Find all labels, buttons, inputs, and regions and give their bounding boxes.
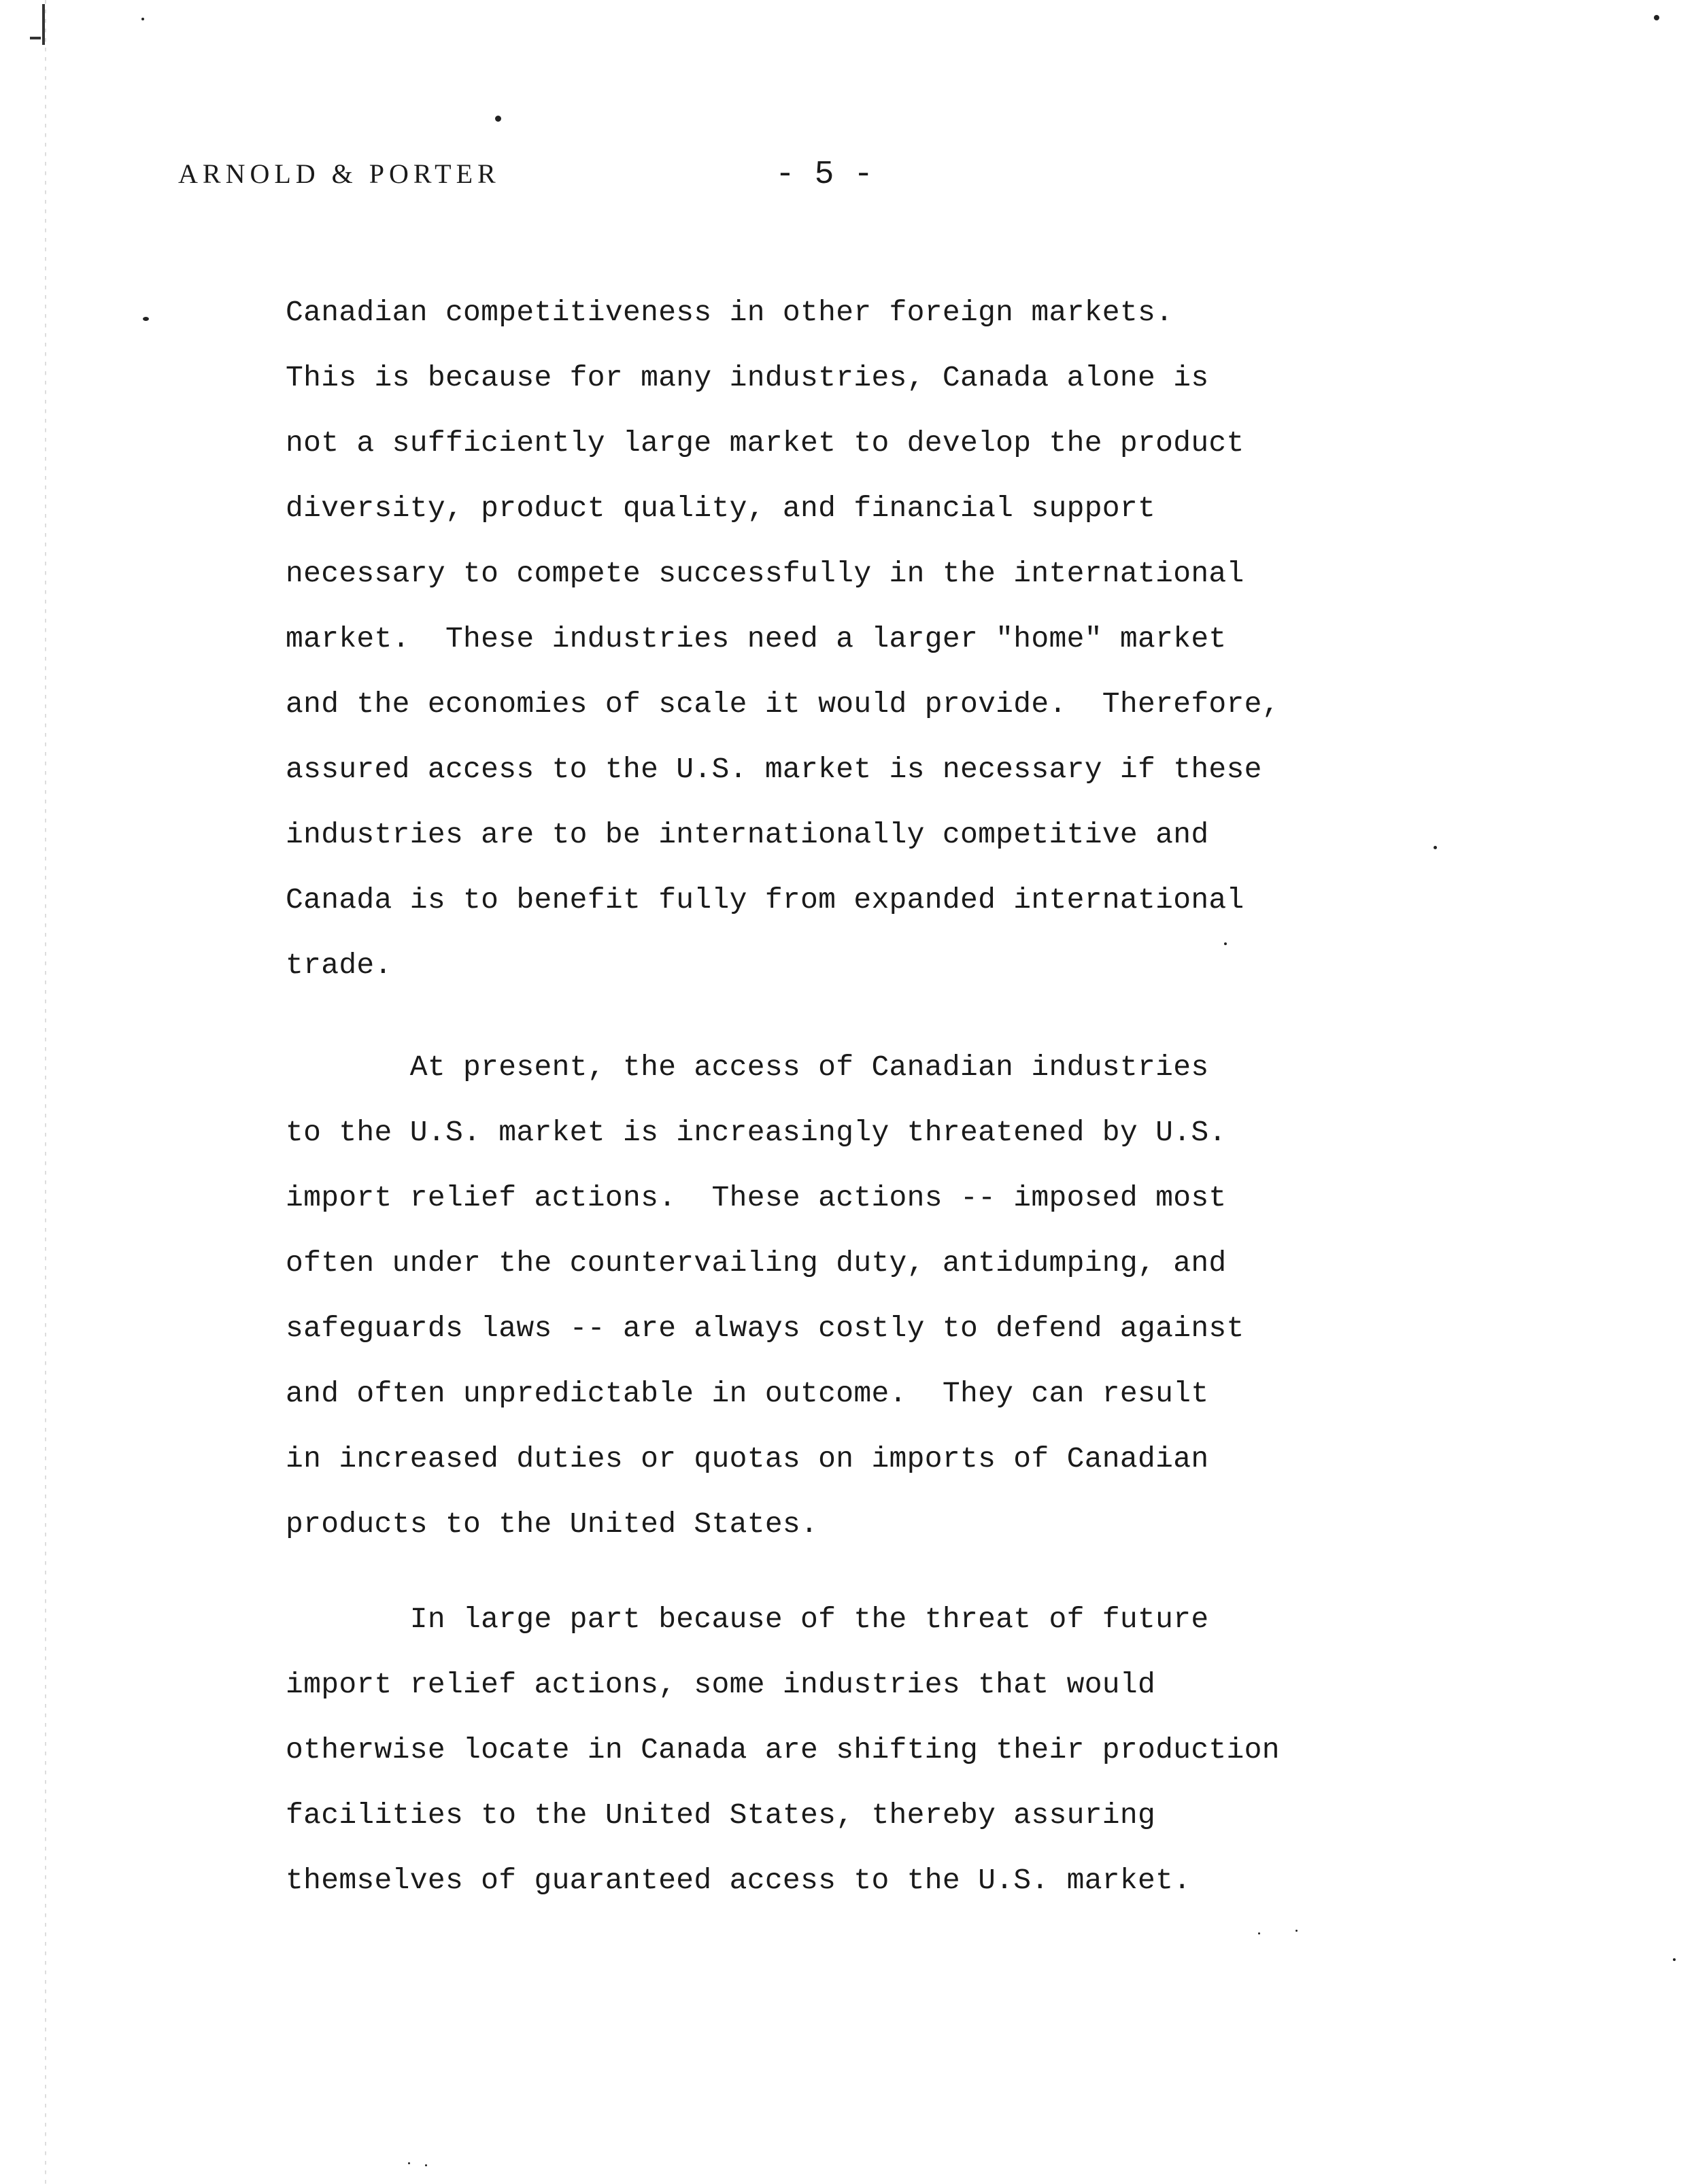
scan-edge-dots bbox=[45, 0, 46, 2184]
scan-speck bbox=[1224, 942, 1227, 945]
text-line: diversity, product quality, and financial support bbox=[286, 492, 1156, 525]
paragraph-3 bbox=[286, 1587, 1442, 1913]
text-line: industries are to be internationally competitive and bbox=[286, 818, 1209, 851]
text-line: market. These industries need a larger "home" market bbox=[286, 622, 1227, 655]
scan-speck bbox=[1295, 1930, 1298, 1932]
paragraph-2 bbox=[286, 1035, 1442, 1557]
scan-speck bbox=[408, 2162, 410, 2164]
scan-speck bbox=[141, 18, 144, 20]
text-line: facilities to the United States, thereby assuring bbox=[286, 1798, 1156, 1832]
text-line: safeguards laws -- are always costly to defend against bbox=[286, 1312, 1244, 1345]
scan-speck bbox=[143, 317, 149, 321]
text-line: not a sufficiently large market to develop the product bbox=[286, 426, 1244, 460]
text-line: otherwise locate in Canada are shifting their production bbox=[286, 1733, 1280, 1767]
text-line: necessary to compete successfully in the international bbox=[286, 557, 1244, 590]
scan-speck bbox=[1258, 1932, 1260, 1934]
text-line: products to the United States. bbox=[286, 1507, 819, 1541]
text-line: Canadian competitiveness in other foreign markets. bbox=[286, 296, 1174, 329]
text-line: often under the countervailing duty, antidumping, and bbox=[286, 1246, 1227, 1280]
text-line: import relief actions, some industries that would bbox=[286, 1668, 1156, 1701]
text-line: import relief actions. These actions -- imposed most bbox=[286, 1181, 1227, 1214]
scan-edge-mark bbox=[42, 4, 45, 45]
paragraph-1 bbox=[286, 280, 1442, 998]
scan-speck bbox=[425, 2164, 427, 2166]
scan-speck bbox=[1654, 15, 1659, 20]
firm-letterhead: ARNOLD & PORTER bbox=[178, 158, 501, 189]
scan-speck bbox=[495, 116, 501, 122]
scan-speck bbox=[1673, 1958, 1676, 1961]
scan-edge-mark bbox=[30, 37, 41, 39]
scan-speck bbox=[1434, 846, 1437, 849]
text-line: trade. bbox=[286, 949, 392, 982]
text-line: to the U.S. market is increasingly threatened by U.S. bbox=[286, 1116, 1227, 1149]
page-number: - 5 - bbox=[775, 156, 874, 193]
text-line: and the economies of scale it would provide. Therefore, bbox=[286, 687, 1280, 721]
text-line: and often unpredictable in outcome. They can result bbox=[286, 1377, 1209, 1410]
text-line: in increased duties or quotas on imports of Canadian bbox=[286, 1442, 1209, 1475]
text-line: This is because for many industries, Canada alone is bbox=[286, 361, 1209, 394]
text-line: Canada is to benefit fully from expanded international bbox=[286, 883, 1244, 917]
text-line: assured access to the U.S. market is necessary if these bbox=[286, 753, 1262, 786]
text-line: At present, the access of Canadian industries bbox=[286, 1051, 1209, 1084]
text-line: themselves of guaranteed access to the U.S. market. bbox=[286, 1864, 1191, 1897]
text-line: In large part because of the threat of future bbox=[286, 1603, 1209, 1636]
